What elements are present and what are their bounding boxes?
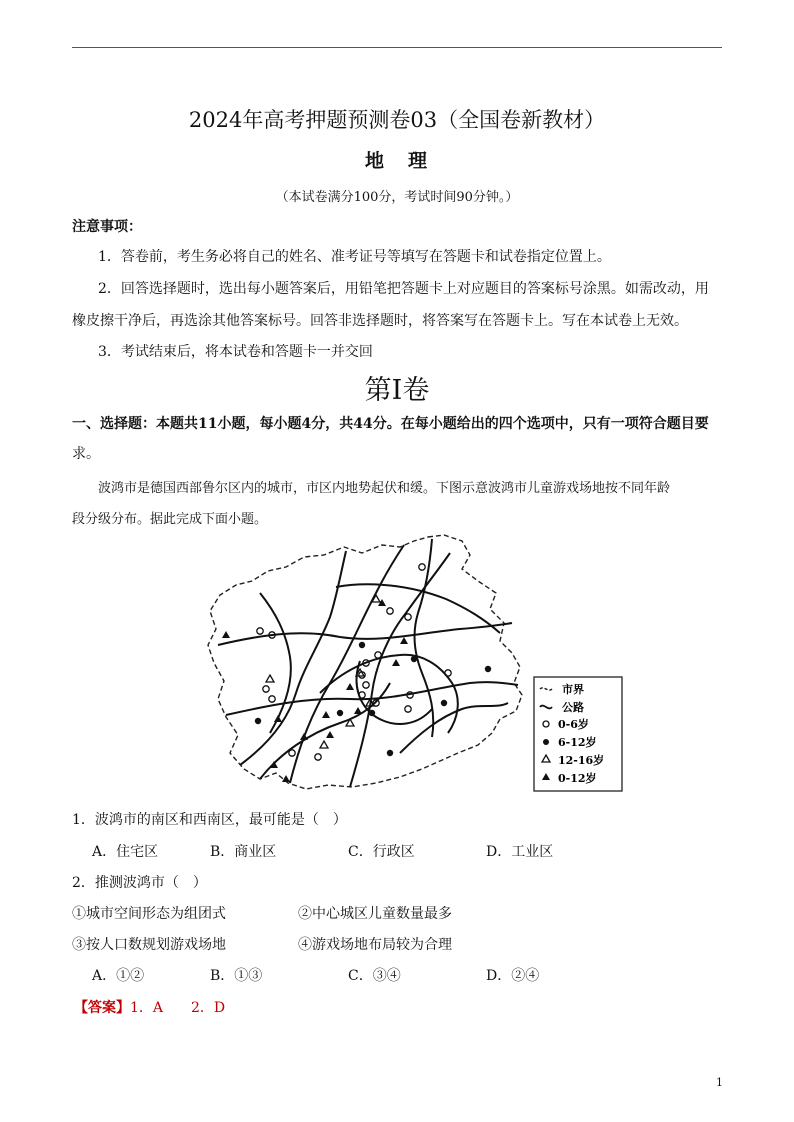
- exam-title: 2024年高考押题预测卷03（全国卷新教材）: [188, 108, 606, 132]
- exam-note: （本试卷满分100分，考试时间90分钟。）: [275, 190, 519, 205]
- notice-item-3: 3．考试结束后，将本试卷和答题卡一并交回: [98, 344, 373, 360]
- legend-age-0-6: 0-6岁: [558, 718, 589, 731]
- legend-age-0-12: 0-12岁: [558, 772, 597, 785]
- age-0-12-markers: [222, 599, 408, 782]
- intro-line-2: 段分级分布。据此完成下面小题。: [72, 512, 268, 527]
- page-number: 1: [716, 1076, 723, 1089]
- q2-statement-4: ④游戏场地布局较为合理: [298, 937, 452, 953]
- legend-road: 公路: [562, 701, 584, 714]
- section-heading-cont: 求。: [72, 446, 100, 462]
- notice-item-2-cont: 橡皮擦干净后，再选涂其他答案标号。回答非选择题时，将答案写在答题卡上。写在本试卷上无效。: [72, 313, 688, 329]
- subject-char-1: 地: [364, 150, 386, 172]
- legend-age-12-16: 12-16岁: [558, 754, 605, 767]
- q1-option-d: D．工业区: [486, 844, 554, 860]
- answer-line: [74, 997, 225, 1017]
- q2-option-d: D．②④: [486, 968, 540, 984]
- volume-title: 第Ⅰ卷: [364, 375, 430, 406]
- answer-tag: 【答案】: [74, 1000, 130, 1016]
- q1-option-b: B．商业区: [210, 844, 277, 860]
- map-legend: [534, 677, 622, 791]
- header-rule: [72, 47, 722, 48]
- intro-line-1: 波鸿市是德国西部鲁尔区内的城市，市区内地势起伏和缓。下图示意波鸿市儿童游戏场地按不同年龄: [98, 481, 671, 496]
- q2-statement-1: ①城市空间形态为组团式: [72, 906, 226, 922]
- q2-option-b: B．①③: [210, 968, 263, 984]
- section-heading: 一、选择题：本题共11小题，每小题4分，共44分。在每小题给出的四个选项中，只有一项符合题目要: [72, 416, 709, 432]
- q2-statement-3: ③按人口数规划游戏场地: [72, 937, 226, 953]
- legend-age-6-12: 6-12岁: [558, 736, 597, 749]
- q2-option-a: A．①②: [92, 968, 145, 984]
- q2-statement-2: ②中心城区儿童数量最多: [298, 906, 452, 922]
- q1-option-c: C．行政区: [348, 844, 415, 860]
- answer-text: 1．A 2．D: [130, 1000, 226, 1016]
- city-map-figure: [200, 533, 625, 795]
- road-network: [218, 539, 518, 787]
- legend-city-boundary: 市界: [562, 683, 584, 696]
- notice-heading: 注意事项：: [72, 219, 142, 235]
- question-1-stem: 1．波鸿市的南区和西南区，最可能是（ ）: [72, 812, 347, 828]
- age-0-6-markers: [257, 564, 451, 760]
- subject-title: [0, 146, 794, 173]
- question-2-stem: 2．推测波鸿市（ ）: [72, 875, 207, 891]
- notice-item-1: 1．答卷前，考生务必将自己的姓名、准考证号等填写在答题卡和试卷指定位置上。: [98, 249, 611, 265]
- q2-option-c: C．③④: [348, 968, 401, 984]
- notice-item-2: 2．回答选择题时，选出每小题答案后，用铅笔把答题卡上对应题目的答案标号涂黑。如需改动，用: [98, 281, 709, 297]
- q1-option-a: A．住宅区: [92, 844, 159, 860]
- subject-char-2: 理: [408, 150, 430, 172]
